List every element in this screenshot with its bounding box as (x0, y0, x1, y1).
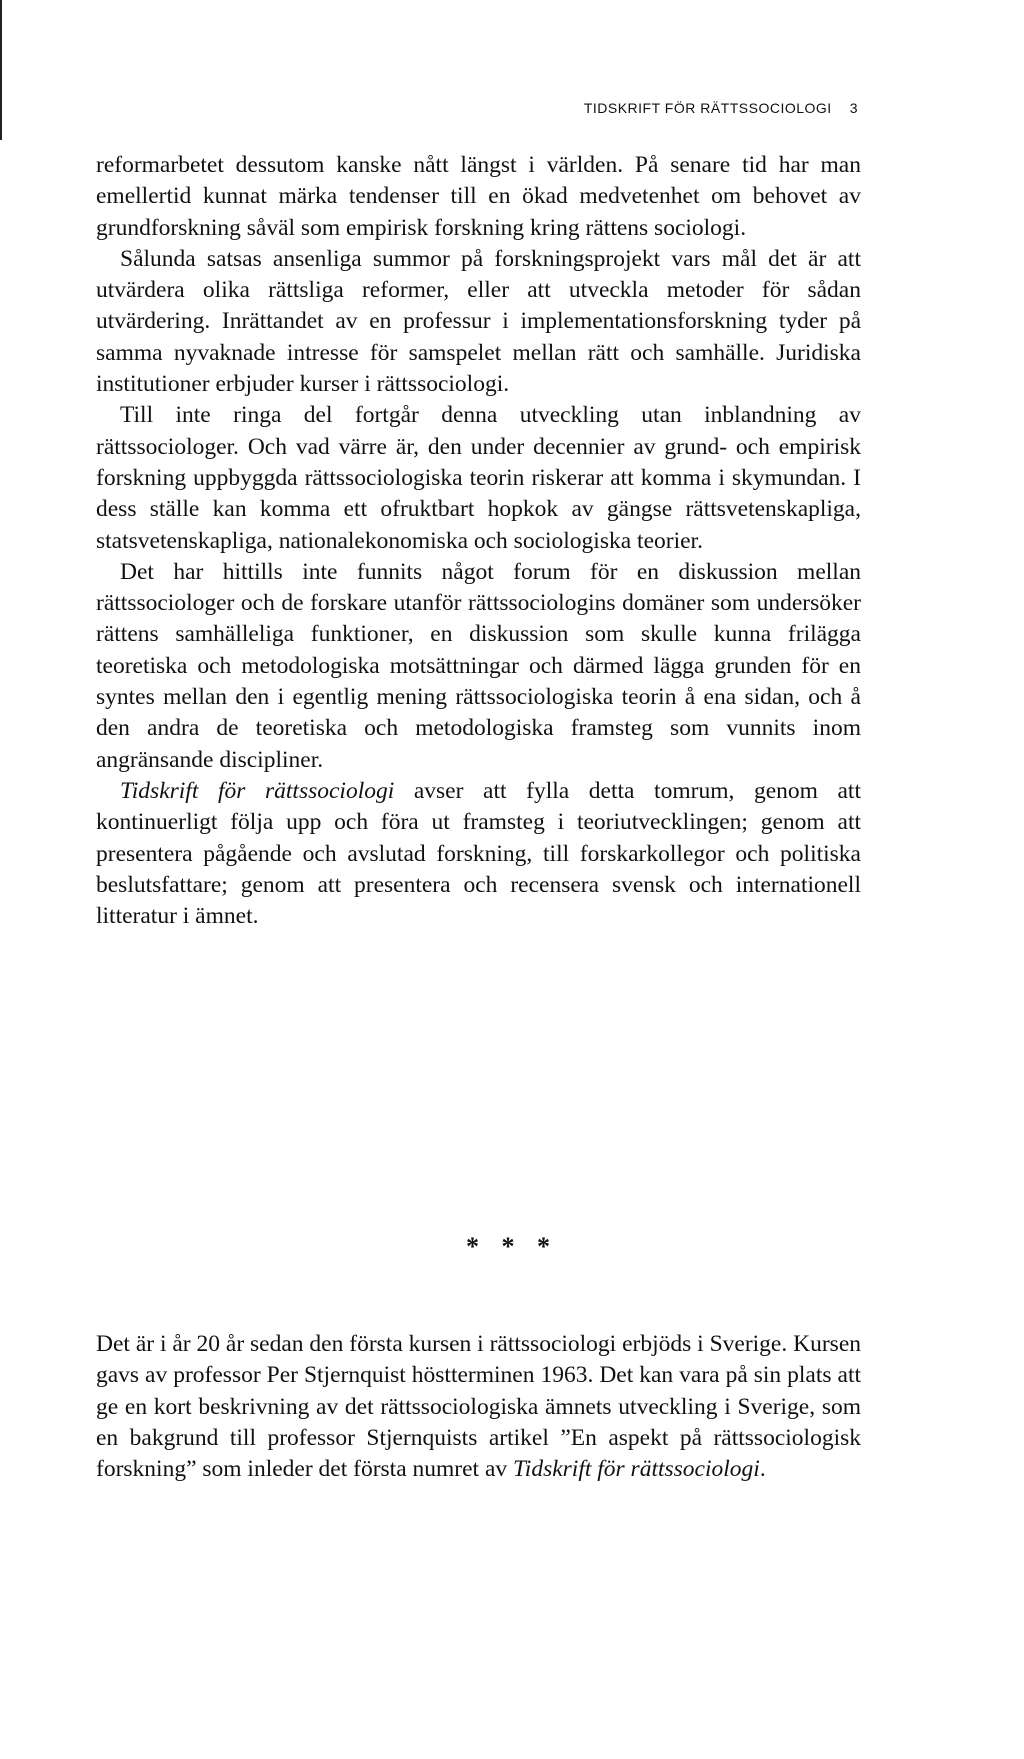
page-number: 3 (849, 100, 858, 116)
paragraph-2: Sålunda satsas ansenliga summor på forskningsprojekt vars mål det är att utvärdera olika rättsliga reformer, eller att utveckla metoder för sådan utvärdering. Inrättandet av en professur i implementationsforskning tyder på samma nyvaknade intresse för samspelet mellan rätt och samhälle. Juridiska institutioner erbjuder kurser i rättssociologi. (96, 245, 861, 398)
main-text-block (96, 150, 861, 932)
paragraph-5-text: avser att fylla detta tomrum, genom att kontinuerligt följa upp och föra ut framsteg i teoriutvecklingen; genom att presentera pågående och avslutad forskning, till forskarkollegor och politiska beslutsfattare; genom att presentera och recensera svensk och internationell litteratur i ämnet. (96, 777, 861, 930)
running-head (584, 100, 858, 116)
section-separator: * * * (466, 1232, 558, 1261)
paragraph-3: Till inte ringa del fortgår denna utveckling utan inblandning av rättssociologer. Och vad värre är, den under decennier av grund- och empirisk forskning uppbyggda rättssociologiska teorin riskerar att komma i skymundan. I dess ställe kan komma ett ofruktbart hopkok av gängse rättsvetenskapliga, statsvetenskapliga, nationalekonomiska och sociologiska teorier. (96, 402, 861, 554)
page-edge-line (0, 0, 2, 140)
journal-name-italic: Tidskrift för rättssociologi (513, 1456, 760, 1483)
journal-name-italic: Tidskrift för rättssociologi (120, 777, 395, 804)
second-text-block (96, 1329, 861, 1485)
paragraph-1: reformarbetet dessutom kanske nått längst i världen. På senare tid har man emellertid kunnat märka tendenser till en ökad medvetenhet om behovet av grundforskning såväl som empirisk forskning kring rättens sociologi. (96, 152, 861, 241)
paragraph-6-text: Det är i år 20 år sedan den första kursen i rättssociologi erbjöds i Sverige. Kursen gavs av professor Per Stjernquist höstterminen 1963. Det kan vara på sin plats att ge en kort beskrivning av det rättssociologiska ämnets utveckling i Sverige, som en bakgrund till professor Stjernquists artikel ”En aspekt på rättssociologisk forskning” som inleder det första numret av (96, 1331, 861, 1483)
paragraph-6-end: . (759, 1456, 766, 1483)
journal-title: TIDSKRIFT FÖR RÄTTSSOCIOLOGI (583, 100, 832, 116)
paragraph-6 (96, 1329, 861, 1485)
paragraph-5 (96, 776, 861, 932)
paragraph-4: Det har hittills inte funnits något forum för en diskussion mellan rättssociologer och de forskare utanför rättssociologins domäner som undersöker rättens samhälleliga funktioner, en diskussion som skulle kunna frilägga teoretiska och metodologiska motsättningar och därmed lägga grunden för en syntes mellan den i egentlig mening rättssociologiska teorin å ena sidan, och å den andra de teoretiska och metodologiska framsteg som vunnits inom angränsande discipliner. (96, 558, 861, 773)
